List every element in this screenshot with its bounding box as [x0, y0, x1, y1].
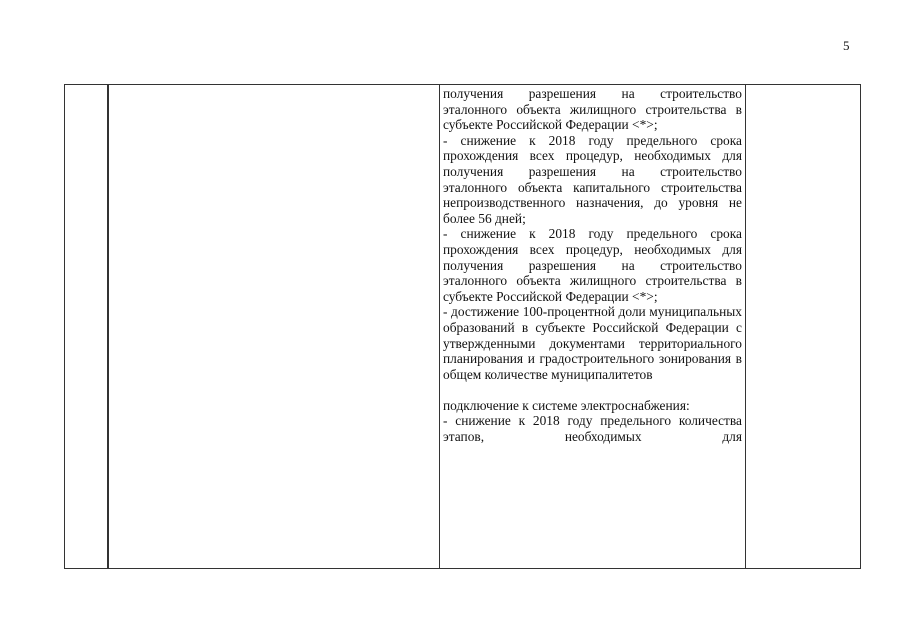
paragraph-electricity-stages: - снижение к 2018 году предельного количества этапов, необходимых для	[443, 413, 742, 445]
table-row	[65, 85, 861, 569]
document-table	[64, 84, 861, 569]
paragraph-spacer	[443, 382, 742, 398]
cell-col5	[746, 85, 861, 569]
paragraph-electricity-heading: подключение к системе электроснабжения:	[443, 397, 690, 413]
cell-col1	[65, 85, 108, 569]
cell-col3	[109, 85, 440, 569]
paragraph-planning-documents: - достижение 100-процентной доли муниципальных образований в субъекте Российской Федерации с утвержденными документами территориального планирования и градостроительного зонирования в общем количестве муниципалитетов	[443, 304, 742, 382]
paragraph-housing-permit-term: - снижение к 2018 году предельного срока прохождения всех процедур, необходимых для получения разрешения на строительство эталонного объекта жилищного строительства в субъекте Российской Федерации <*>;	[443, 226, 742, 304]
paragraph-housing-permit: получения разрешения на строительство эталонного объекта жилищного строительства в субъекте Российской Федерации <*>;	[443, 86, 742, 133]
paragraph-nonproduction-permit: - снижение к 2018 году предельного срока прохождения всех процедур, необходимых для получения разрешения на строительство эталонного объекта капитального строительства непроизводственного назначения, до уровня не более 56 дней;	[443, 132, 742, 226]
page-number: 5	[843, 38, 850, 53]
cell-indicators	[440, 85, 746, 569]
